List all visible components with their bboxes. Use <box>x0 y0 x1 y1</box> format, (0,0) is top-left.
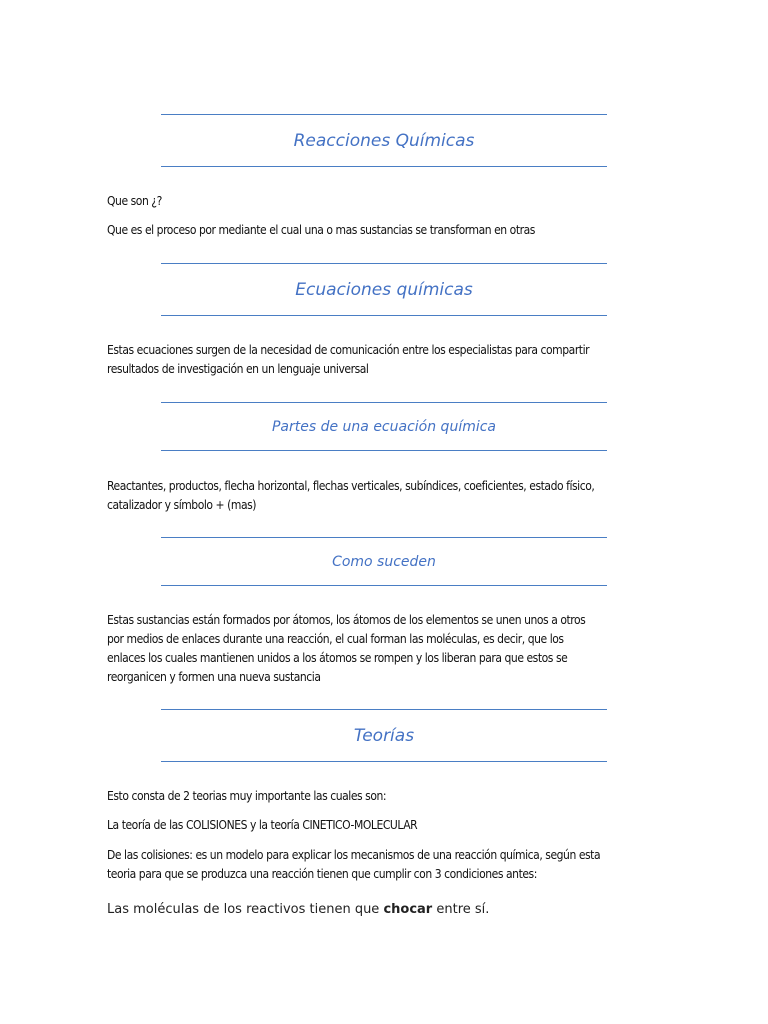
condition-text-start: Las moléculas de los reactivos tienen que <box>107 902 384 917</box>
partes-paragraph-line-2: catalizador y símbolo + (mas) <box>107 498 257 512</box>
ecuaciones-paragraph-line-1: Estas ecuaciones surgen de la necesidad de comunicación entre los especialistas para compartir <box>107 343 590 357</box>
ecuaciones-paragraph-line-2: resultados de investigación en un lenguaje universal <box>107 362 369 376</box>
condition-text-end: entre sí. <box>432 902 490 917</box>
heading-como-suceden <box>161 537 607 586</box>
heading-title: Partes de una ecuación química <box>271 418 497 435</box>
heading-title: Reacciones Químicas <box>293 130 475 151</box>
partes-paragraph-line-1: Reactantes, productos, flecha horizontal, flechas verticales, subíndices, coeficientes, estado físico, <box>107 479 595 493</box>
heading-teorias <box>161 709 607 762</box>
heading-ecuaciones-quimicas <box>161 263 607 316</box>
condition-line <box>107 900 489 920</box>
colisiones-line-1: De las colisiones: es un modelo para explicar los mecanismos de una reacción química, según esta <box>107 848 601 862</box>
suceden-line-3: enlaces los cuales mantienen unidos a los átomos se rompen y los liberan para que estos se <box>107 651 568 665</box>
question-text: Que son ¿? <box>107 194 162 208</box>
suceden-line-4: reorganicen y formen una nueva sustancia <box>107 670 321 684</box>
suceden-line-2: por medios de enlaces durante una reacción, el cual forman las moléculas, es decir, que los <box>107 632 564 646</box>
colisiones-line-2: teoria para que se produzca una reacción tienen que cumplir con 3 condiciones antes: <box>107 867 537 881</box>
suceden-line-1: Estas sustancias están formados por átomos, los átomos de los elementos se unen unos a otros <box>107 613 586 627</box>
teorias-paragraph-2: La teoría de las COLISIONES y la teoría CINETICO-MOLECULAR <box>107 818 418 832</box>
heading-partes-ecuacion <box>161 402 607 451</box>
answer-text: Que es el proceso por mediante el cual una o mas sustancias se transforman en otras <box>107 223 535 237</box>
heading-title: Ecuaciones químicas <box>295 279 473 300</box>
teorias-paragraph-1: Esto consta de 2 teorias muy importante las cuales son: <box>107 789 387 803</box>
heading-title: Teorías <box>353 725 415 746</box>
condition-text-bold: chocar <box>383 902 433 917</box>
heading-title: Como suceden <box>332 553 436 570</box>
heading-reacciones-quimicas <box>161 114 607 167</box>
